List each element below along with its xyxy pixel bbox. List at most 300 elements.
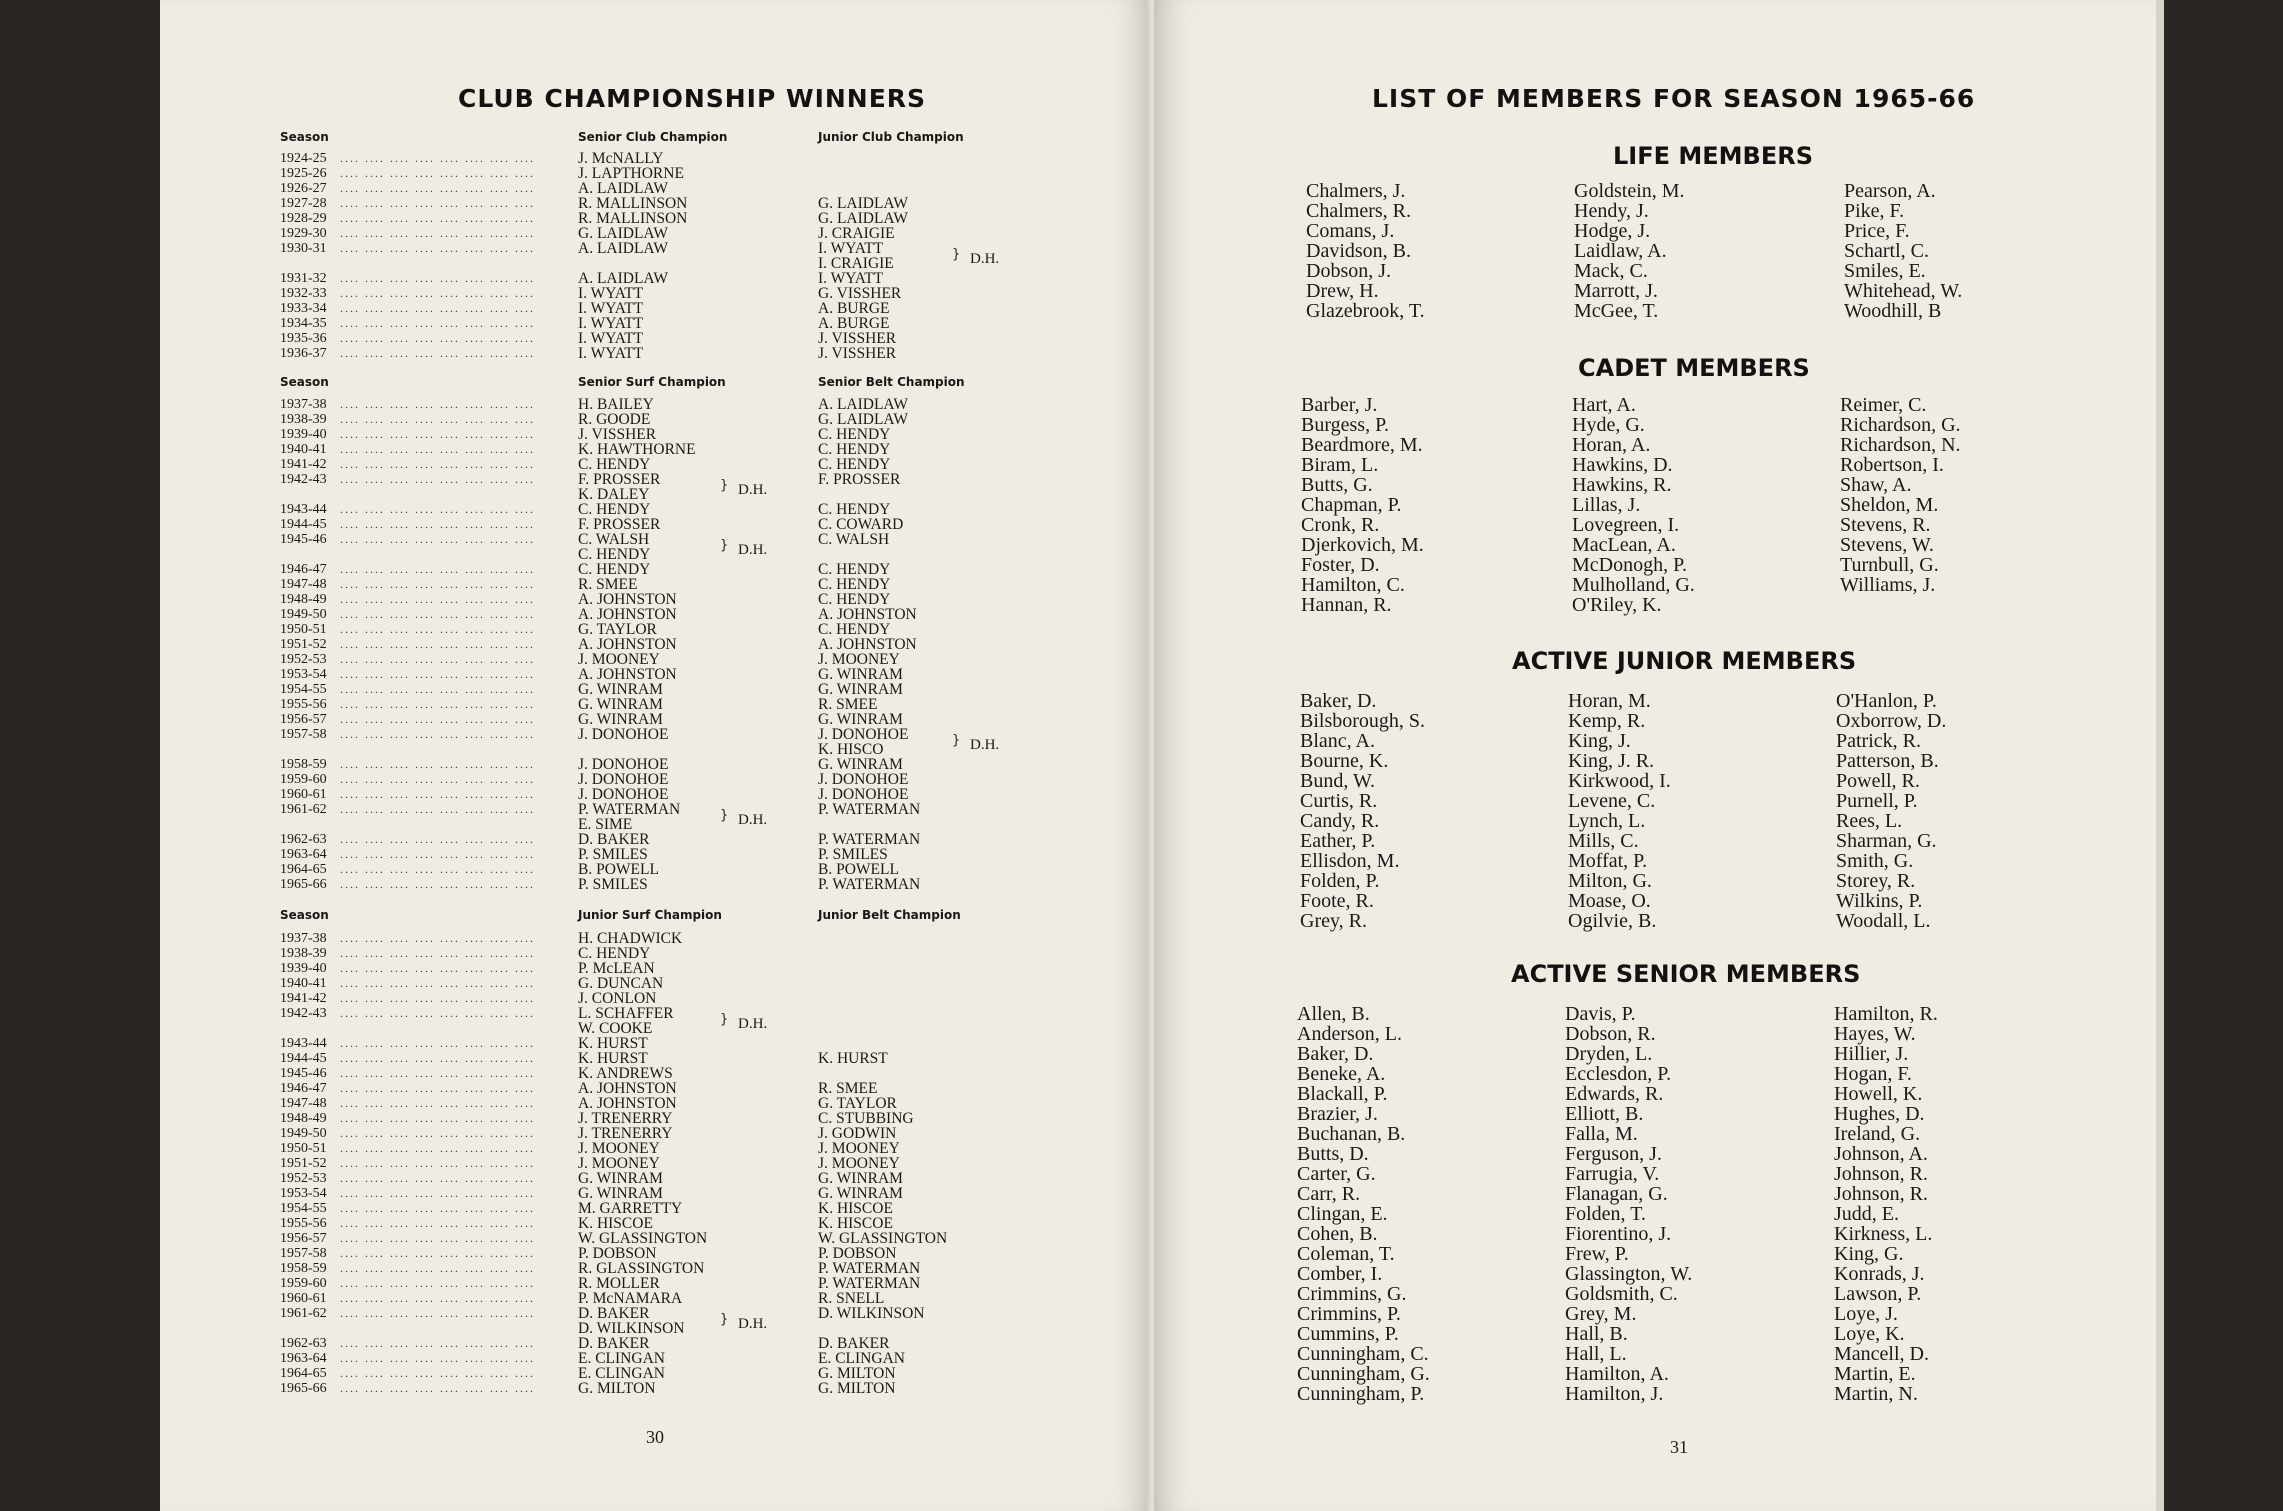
season-cell: 1964-65 (280, 862, 327, 877)
winner-cell: E. CLINGAN (818, 1350, 905, 1367)
season-cell: 1958-59 (280, 757, 327, 772)
member-name: Burgess, P. (1301, 414, 1389, 436)
member-name: Cunningham, P. (1297, 1383, 1425, 1405)
table-row (160, 976, 1040, 991)
member-name: Storey, R. (1836, 870, 1916, 892)
member-name: King, J. R. (1568, 750, 1655, 772)
table-row (160, 1036, 1040, 1051)
member-column (1297, 1004, 1430, 1404)
member-name: O'Hanlon, P. (1836, 690, 1937, 712)
table-row (160, 877, 1040, 892)
member-name: Smiles, E. (1844, 260, 1926, 282)
season-cell: 1949-50 (280, 1126, 327, 1141)
leader-dots: .... .... .... .... .... .... .... .... (340, 757, 535, 771)
member-name: Horan, M. (1568, 690, 1651, 712)
table-row (160, 316, 1040, 331)
member-name: Lovegreen, I. (1572, 514, 1680, 536)
member-name: Woodhill, B (1844, 300, 1942, 322)
winner-cell: G. LAIDLAW (818, 210, 909, 227)
member-name: Woodall, L. (1836, 910, 1931, 932)
winner-cell: G. WINRAM (818, 666, 903, 683)
winner-cell: C. HENDY (578, 456, 651, 473)
member-name: Laidlaw, A. (1574, 240, 1667, 262)
section-title: CADET MEMBERS (1578, 354, 1810, 382)
table-row (160, 682, 1040, 697)
season-cell: 1937-38 (280, 397, 327, 412)
member-name: King, J. (1568, 730, 1631, 752)
dead-heat-brace: } (720, 538, 729, 553)
season-cell: 1939-40 (280, 961, 327, 976)
member-name: Flanagan, G. (1565, 1183, 1668, 1205)
season-cell: 1927-28 (280, 196, 327, 211)
leader-dots: .... .... .... .... .... .... .... .... (340, 637, 535, 651)
leader-dots: .... .... .... .... .... .... .... .... (340, 1306, 535, 1320)
table-row (160, 1381, 1040, 1396)
season-cell: 1947-48 (280, 577, 327, 592)
dead-heat-label: D.H. (738, 1016, 768, 1032)
leader-dots: .... .... .... .... .... .... .... .... (340, 622, 535, 636)
dead-heat-brace: } (720, 478, 729, 493)
winner-cell: G. LAIDLAW (818, 195, 909, 212)
table-row (160, 472, 1040, 487)
column-header: Junior Belt Champion (818, 908, 961, 922)
table-row (160, 1171, 1040, 1186)
winner-cell: R. SMEE (578, 576, 638, 593)
winner-cell: C. WALSH (818, 531, 890, 548)
member-name: Biram, L. (1301, 454, 1379, 476)
season-cell: 1949-50 (280, 607, 327, 622)
winner-cell: P. DOBSON (578, 1245, 657, 1262)
winner-cell: D. BAKER (578, 831, 650, 848)
winner-cell: K. HURST (818, 1050, 888, 1067)
member-name: Hendy, J. (1574, 200, 1649, 222)
member-name: Folden, P. (1300, 870, 1380, 892)
table-row (160, 181, 1040, 196)
member-name: Kirkwood, I. (1568, 770, 1671, 792)
table-row (160, 1201, 1040, 1216)
season-header: Season (280, 375, 329, 389)
winner-cell: G. WINRAM (818, 756, 903, 773)
winner-cell: G. WINRAM (818, 1185, 903, 1202)
winner-cell: C. COWARD (818, 516, 904, 533)
season-cell: 1937-38 (280, 931, 327, 946)
season-cell: 1951-52 (280, 1156, 327, 1171)
season-cell: 1948-49 (280, 592, 327, 607)
member-name: Smith, G. (1836, 850, 1914, 872)
winner-cell: J. CRAIGIE (818, 225, 895, 242)
winner-cell: J. MOONEY (818, 1155, 900, 1172)
season-cell: 1955-56 (280, 697, 327, 712)
table-row (160, 1261, 1040, 1276)
table-row (160, 787, 1040, 802)
member-name: Oxborrow, D. (1836, 710, 1947, 732)
member-name: Hyde, G. (1572, 414, 1645, 436)
leader-dots: .... .... .... .... .... .... .... .... (340, 502, 535, 516)
leader-dots: .... .... .... .... .... .... .... .... (340, 712, 535, 726)
member-name: Lillas, J. (1572, 494, 1641, 516)
member-name: Hall, B. (1565, 1323, 1628, 1345)
column-header: Junior Surf Champion (578, 908, 722, 922)
season-cell: 1928-29 (280, 211, 327, 226)
table-row (160, 772, 1040, 787)
table-row (160, 961, 1040, 976)
leader-dots: .... .... .... .... .... .... .... .... (340, 1276, 535, 1290)
winner-cell: G. LAIDLAW (818, 411, 909, 428)
season-cell: 1950-51 (280, 622, 327, 637)
winner-cell: K. HISCOE (818, 1215, 893, 1232)
member-name: Hamilton, C. (1301, 574, 1405, 596)
table-row (160, 427, 1040, 442)
table-row (160, 442, 1040, 457)
season-cell: 1963-64 (280, 1351, 327, 1366)
dead-heat-label: D.H. (738, 1316, 768, 1332)
member-name: Baker, D. (1297, 1043, 1374, 1065)
leader-dots: .... .... .... .... .... .... .... .... (340, 286, 535, 300)
leader-dots: .... .... .... .... .... .... .... .... (340, 1141, 535, 1155)
winner-cell: G. DUNCAN (578, 975, 664, 992)
member-column (1844, 181, 1962, 321)
season-cell: 1957-58 (280, 1246, 327, 1261)
leader-dots: .... .... .... .... .... .... .... .... (340, 697, 535, 711)
member-name: Mancell, D. (1834, 1343, 1929, 1365)
winner-cell: C. HENDY (818, 621, 891, 638)
winner-cell: J. VISSHER (818, 330, 897, 347)
winner-cell: L. SCHAFFER (578, 1005, 674, 1022)
season-cell: 1938-39 (280, 412, 327, 427)
page-title: CLUB CHAMPIONSHIP WINNERS (458, 84, 927, 113)
season-cell: 1942-43 (280, 472, 327, 487)
table-row (160, 151, 1040, 166)
winner-cell: K. DALEY (578, 486, 650, 503)
member-name: Howell, K. (1834, 1083, 1923, 1105)
winner-cell: K. HISCOE (578, 1215, 653, 1232)
member-name: Dryden, L. (1565, 1043, 1653, 1065)
winner-cell: A. JOHNSTON (578, 666, 677, 683)
dead-heat-label: D.H. (738, 812, 768, 828)
member-name: Marrott, J. (1574, 280, 1658, 302)
season-cell: 1961-62 (280, 802, 327, 817)
member-name: Judd, E. (1834, 1203, 1899, 1225)
member-column (1836, 691, 1946, 931)
table-row (160, 607, 1040, 622)
winner-cell: R. GLASSINGTON (578, 1260, 705, 1277)
table-row (160, 241, 1040, 256)
winner-cell: I. WYATT (818, 240, 884, 257)
leader-dots: .... .... .... .... .... .... .... .... (340, 562, 535, 576)
table-row (160, 412, 1040, 427)
table-row (160, 226, 1040, 241)
member-name: Glazebrook, T. (1306, 300, 1425, 322)
leader-dots: .... .... .... .... .... .... .... .... (340, 442, 535, 456)
winner-cell: P. SMILES (578, 846, 648, 863)
member-name: Loye, K. (1834, 1323, 1905, 1345)
member-name: Williams, J. (1840, 574, 1936, 596)
dead-heat-label: D.H. (738, 542, 768, 558)
member-name: Butts, G. (1301, 474, 1373, 496)
winner-cell: G. WINRAM (578, 1170, 663, 1187)
member-name: Foster, D. (1301, 554, 1380, 576)
season-cell: 1946-47 (280, 562, 327, 577)
winner-cell: R. GOODE (578, 411, 651, 428)
winner-cell: C. HENDY (578, 561, 651, 578)
member-name: Foote, R. (1300, 890, 1374, 912)
member-name: Drew, H. (1306, 280, 1379, 302)
winner-cell: A. BURGE (818, 300, 890, 317)
winner-cell: G. WINRAM (578, 711, 663, 728)
winner-cell: R. MALLINSON (578, 195, 688, 212)
member-name: Edwards, R. (1565, 1083, 1664, 1105)
winner-cell: R. SMEE (818, 1080, 878, 1097)
winner-cell: P. McLEAN (578, 960, 655, 977)
member-name: Buchanan, B. (1297, 1123, 1406, 1145)
season-cell: 1957-58 (280, 727, 327, 742)
season-cell: 1947-48 (280, 1096, 327, 1111)
winner-cell: C. HENDY (818, 456, 891, 473)
member-name: Powell, R. (1836, 770, 1920, 792)
winner-cell: C. HENDY (818, 591, 891, 608)
winner-cell: G. MILTON (578, 1380, 656, 1397)
winner-cell: G. WINRAM (818, 711, 903, 728)
winner-cell: J. MOONEY (818, 1140, 900, 1157)
member-name: Coleman, T. (1297, 1243, 1395, 1265)
member-name: Konrads, J. (1834, 1263, 1925, 1285)
member-name: Falla, M. (1565, 1123, 1638, 1145)
leader-dots: .... .... .... .... .... .... .... .... (340, 652, 535, 666)
season-cell: 1946-47 (280, 1081, 327, 1096)
dead-heat-brace: } (952, 247, 961, 262)
member-name: Farrugia, V. (1565, 1163, 1660, 1185)
winner-cell: R. SNELL (818, 1290, 885, 1307)
winner-cell: J. MOONEY (578, 651, 660, 668)
winner-cell: C. HENDY (818, 561, 891, 578)
member-name: Folden, T. (1565, 1203, 1646, 1225)
table-row (160, 652, 1040, 667)
member-name: Goldsmith, C. (1565, 1283, 1678, 1305)
leader-dots: .... .... .... .... .... .... .... .... (340, 517, 535, 531)
table-row (160, 457, 1040, 472)
member-column (1565, 1004, 1692, 1404)
season-cell: 1925-26 (280, 166, 327, 181)
member-name: Crimmins, P. (1297, 1303, 1401, 1325)
winner-cell: E. SIME (578, 816, 633, 833)
member-name: Chalmers, J. (1306, 180, 1406, 202)
season-cell: 1958-59 (280, 1261, 327, 1276)
table-row (160, 577, 1040, 592)
leader-dots: .... .... .... .... .... .... .... .... (340, 1261, 535, 1275)
season-header: Season (280, 130, 329, 144)
member-name: Elliott, B. (1565, 1103, 1644, 1125)
member-name: McGee, T. (1574, 300, 1659, 322)
winner-cell: F. PROSSER (578, 516, 661, 533)
member-name: Ireland, G. (1834, 1123, 1921, 1145)
member-name: Cunningham, G. (1297, 1363, 1430, 1385)
leader-dots: .... .... .... .... .... .... .... .... (340, 1351, 535, 1365)
leader-dots: .... .... .... .... .... .... .... .... (340, 577, 535, 591)
winner-cell: C. STUBBING (818, 1110, 914, 1127)
winner-cell: J. DONOHOE (578, 756, 669, 773)
column-header: Junior Club Champion (818, 130, 964, 144)
column-header: Senior Belt Champion (818, 375, 965, 389)
leader-dots: .... .... .... .... .... .... .... .... (340, 241, 535, 255)
winner-cell: P. WATERMAN (818, 1260, 921, 1277)
winner-cell: C. HENDY (818, 576, 891, 593)
winner-cell: P. SMILES (578, 876, 648, 893)
winner-cell: A. LAIDLAW (578, 180, 669, 197)
member-name: Horan, A. (1572, 434, 1651, 456)
member-name: Patrick, R. (1836, 730, 1921, 752)
leader-dots: .... .... .... .... .... .... .... .... (340, 1366, 535, 1380)
member-name: Anderson, L. (1297, 1023, 1402, 1045)
page-edge (2156, 0, 2164, 1511)
table-row (160, 991, 1040, 1006)
dead-heat-brace: } (720, 1312, 729, 1327)
season-cell: 1962-63 (280, 1336, 327, 1351)
member-name: Grey, R. (1300, 910, 1368, 932)
winner-cell: R. MALLINSON (578, 210, 688, 227)
table-row (160, 211, 1040, 226)
season-cell: 1933-34 (280, 301, 327, 316)
season-cell: 1964-65 (280, 1366, 327, 1381)
winner-cell: I. CRAIGIE (818, 255, 894, 272)
member-column (1840, 395, 1961, 595)
season-cell: 1945-46 (280, 532, 327, 547)
table-row (160, 712, 1040, 727)
season-cell: 1955-56 (280, 1216, 327, 1231)
member-name: Crimmins, G. (1297, 1283, 1407, 1305)
table-row (160, 637, 1040, 652)
winner-cell: I. WYATT (578, 315, 644, 332)
season-cell: 1954-55 (280, 682, 327, 697)
winner-cell: F. PROSSER (578, 471, 661, 488)
table-row (160, 1066, 1040, 1081)
member-name: Moffat, P. (1568, 850, 1648, 872)
member-name: Allen, B. (1297, 1003, 1370, 1025)
table-row (160, 502, 1040, 517)
member-name: Shaw, A. (1840, 474, 1912, 496)
season-cell: 1956-57 (280, 712, 327, 727)
table-row (160, 946, 1040, 961)
winner-cell: G. WINRAM (818, 681, 903, 698)
leader-dots: .... .... .... .... .... .... .... .... (340, 1096, 535, 1110)
table-row (160, 862, 1040, 877)
member-name: McDonogh, P. (1572, 554, 1688, 576)
season-cell: 1943-44 (280, 1036, 327, 1051)
winner-cell: R. SMEE (818, 696, 878, 713)
season-cell: 1945-46 (280, 1066, 327, 1081)
member-name: Barber, J. (1301, 394, 1378, 416)
winner-cell: E. CLINGAN (578, 1350, 665, 1367)
member-name: Loye, J. (1834, 1303, 1898, 1325)
winner-cell: G. WINRAM (578, 681, 663, 698)
winner-cell: G. LAIDLAW (578, 225, 669, 242)
winner-cell: J. DONOHOE (818, 771, 909, 788)
leader-dots: .... .... .... .... .... .... .... .... (340, 1081, 535, 1095)
dead-heat-label: D.H. (970, 737, 1000, 753)
member-name: Comber, I. (1297, 1263, 1383, 1285)
member-name: Djerkovich, M. (1301, 534, 1424, 556)
winner-cell: A. JOHNSTON (578, 636, 677, 653)
season-cell: 1961-62 (280, 1306, 327, 1321)
right-page (1154, 0, 2156, 1511)
winner-cell: J. DONOHOE (578, 771, 669, 788)
season-cell: 1924-25 (280, 151, 327, 166)
table-row (160, 1111, 1040, 1126)
table-row (160, 667, 1040, 682)
member-name: Milton, G. (1568, 870, 1652, 892)
leader-dots: .... .... .... .... .... .... .... .... (340, 772, 535, 786)
leader-dots: .... .... .... .... .... .... .... .... (340, 1126, 535, 1140)
member-name: Hawkins, R. (1572, 474, 1672, 496)
member-name: Curtis, R. (1300, 790, 1378, 812)
table-row (160, 1216, 1040, 1231)
leader-dots: .... .... .... .... .... .... .... .... (340, 1186, 535, 1200)
table-row (160, 1006, 1040, 1021)
member-name: Fiorentino, J. (1565, 1223, 1672, 1245)
winner-cell: J. DONOHOE (818, 786, 909, 803)
member-name: Richardson, N. (1840, 434, 1961, 456)
table-row (160, 1246, 1040, 1261)
member-name: Robertson, I. (1840, 454, 1944, 476)
member-name: Price, F. (1844, 220, 1910, 242)
table-row (160, 697, 1040, 712)
member-name: Ecclesdon, P. (1565, 1063, 1672, 1085)
season-cell: 1965-66 (280, 877, 327, 892)
leader-dots: .... .... .... .... .... .... .... .... (340, 1231, 535, 1245)
member-name: MacLean, A. (1572, 534, 1676, 556)
member-name: Eather, P. (1300, 830, 1376, 852)
dead-heat-label: D.H. (970, 251, 1000, 267)
table-row (160, 1051, 1040, 1066)
leader-dots: .... .... .... .... .... .... .... .... (340, 802, 535, 816)
winner-cell: G. TAYLOR (578, 621, 657, 638)
winner-cell: J. DONOHOE (578, 726, 669, 743)
leader-dots: .... .... .... .... .... .... .... .... (340, 151, 535, 165)
winner-cell: R. MOLLER (578, 1275, 660, 1292)
member-name: Hall, L. (1565, 1343, 1627, 1365)
season-cell: 1932-33 (280, 286, 327, 301)
winner-cell: D. BAKER (818, 1335, 890, 1352)
winner-cell: J. TRENERRY (578, 1110, 673, 1127)
member-name: Lynch, L. (1568, 810, 1646, 832)
member-name: Butts, D. (1297, 1143, 1369, 1165)
winner-cell: C. WALSH (578, 531, 650, 548)
winner-cell: F. PROSSER (818, 471, 901, 488)
section-title: ACTIVE SENIOR MEMBERS (1511, 960, 1861, 988)
winner-cell: J. DONOHOE (578, 786, 669, 803)
season-cell: 1965-66 (280, 1381, 327, 1396)
member-column (1306, 181, 1425, 321)
member-name: Kemp, R. (1568, 710, 1646, 732)
season-cell: 1939-40 (280, 427, 327, 442)
member-name: Beardmore, M. (1301, 434, 1423, 456)
table-row (160, 1291, 1040, 1306)
winner-cell: G. VISSHER (818, 285, 902, 302)
leader-dots: .... .... .... .... .... .... .... .... (340, 991, 535, 1005)
winner-cell: P. WATERMAN (818, 831, 921, 848)
member-name: Cunningham, C. (1297, 1343, 1429, 1365)
winner-cell: P. WATERMAN (818, 876, 921, 893)
table-row (160, 1141, 1040, 1156)
leader-dots: .... .... .... .... .... .... .... .... (340, 946, 535, 960)
member-name: Mills, C. (1568, 830, 1639, 852)
winner-cell: G. MILTON (818, 1365, 896, 1382)
winner-cell: J. DONOHOE (818, 726, 909, 743)
table-row (160, 346, 1040, 361)
season-header: Season (280, 908, 329, 922)
season-cell: 1952-53 (280, 1171, 327, 1186)
dead-heat-brace: } (720, 808, 729, 823)
winner-cell: A. BURGE (818, 315, 890, 332)
